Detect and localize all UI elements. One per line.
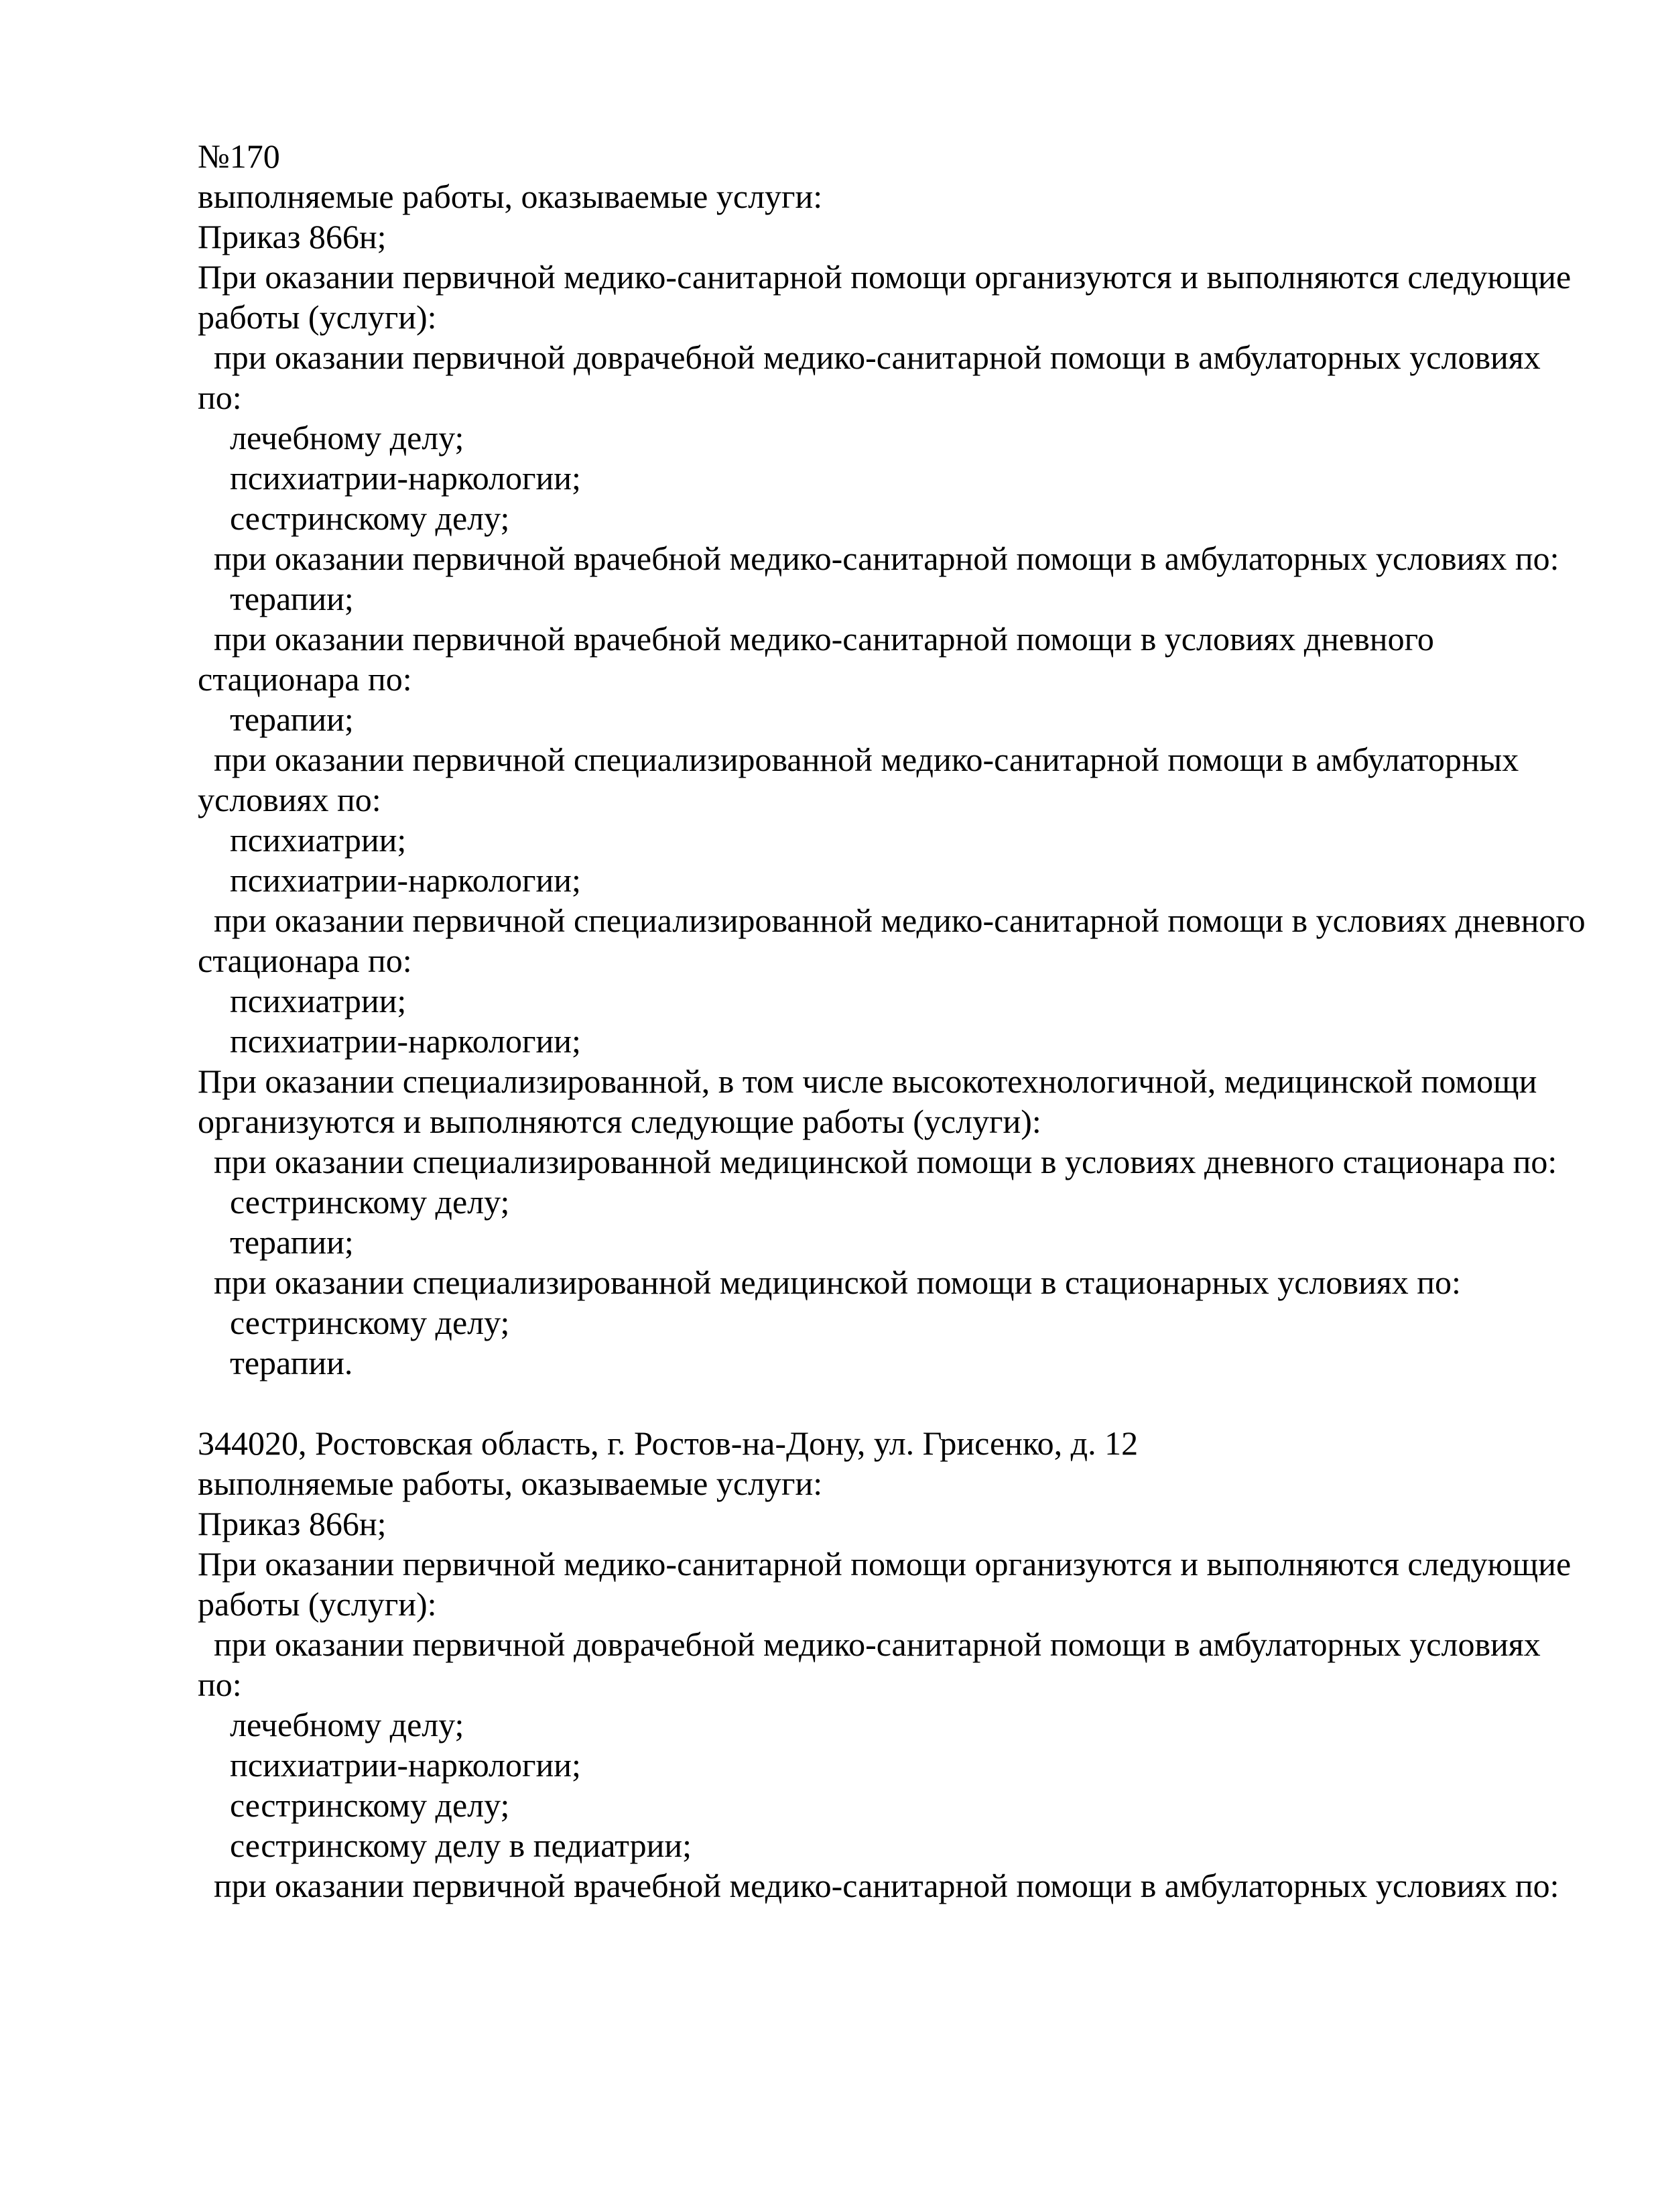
document-line: терапии;	[230, 580, 354, 617]
document-line: лечебному делу;	[230, 1706, 464, 1743]
document-line: работы (услуги):	[198, 298, 437, 336]
document-line: сестринскому делу в педиатрии;	[230, 1827, 692, 1864]
document-line: при оказании первичной врачебной медико-санитарной помощи в условиях дневного	[214, 620, 1434, 658]
document-line: при оказании первичной специализированной медико-санитарной помощи в амбулаторных	[214, 741, 1519, 778]
document-line: стационара по:	[198, 942, 412, 979]
document-line: при оказании специализированной медицинской помощи в условиях дневного стационара по:	[214, 1143, 1557, 1180]
document-line: при оказании специализированной медицинской помощи в стационарных условиях по:	[214, 1264, 1461, 1301]
document-line: терапии;	[230, 700, 354, 738]
document-line: при оказании первичной специализированной медико-санитарной помощи в условиях дневного	[214, 902, 1586, 939]
document-line: При оказании специализированной, в том числе высокотехнологичной, медицинской помощи	[198, 1062, 1537, 1100]
document-line: организуются и выполняются следующие работы (услуги):	[198, 1103, 1041, 1140]
document-line: по:	[198, 379, 242, 416]
document-line: работы (услуги):	[198, 1585, 437, 1623]
document-line: терапии;	[230, 1223, 354, 1261]
document-line: психиатрии;	[230, 982, 407, 1020]
document-line: психиатрии-наркологии;	[230, 861, 581, 899]
document-line: выполняемые работы, оказываемые услуги:	[198, 1465, 823, 1502]
document-line: Приказ 866н;	[198, 1505, 387, 1542]
document-line: лечебному делу;	[230, 419, 464, 456]
document-line: условиях по:	[198, 781, 381, 818]
document-line: терапии.	[230, 1344, 353, 1381]
document-line: №170	[198, 137, 280, 175]
document-line: сестринскому делу;	[230, 1786, 510, 1824]
document-line: Приказ 866н;	[198, 218, 387, 255]
document-text-block	[198, 136, 1588, 1906]
document-line: при оказании первичной доврачебной медико-санитарной помощи в амбулаторных условиях	[214, 1625, 1541, 1663]
document-line: При оказании первичной медико-санитарной помощи организуются и выполняются следующие	[198, 258, 1572, 296]
document-line: При оказании первичной медико-санитарной помощи организуются и выполняются следующие	[198, 1545, 1572, 1583]
document-line: сестринскому делу;	[230, 499, 510, 537]
document-line: при оказании первичной врачебной медико-санитарной помощи в амбулаторных условиях по:	[214, 540, 1559, 577]
document-line: психиатрии;	[230, 821, 407, 859]
document-line: 344020, Ростовская область, г. Ростов-на-Дону, ул. Грисенко, д. 12	[198, 1424, 1139, 1462]
document-line	[198, 1383, 1588, 1423]
document-line: стационара по:	[198, 660, 412, 698]
document-line: при оказании первичной доврачебной медико-санитарной помощи в амбулаторных условиях	[214, 339, 1541, 376]
document-line: психиатрии-наркологии;	[230, 459, 581, 497]
document-line: выполняемые работы, оказываемые услуги:	[198, 178, 823, 215]
document-line: при оказании первичной врачебной медико-санитарной помощи в амбулаторных условиях по:	[214, 1867, 1559, 1904]
document-line: по:	[198, 1666, 242, 1703]
document-line: сестринскому делу;	[230, 1304, 510, 1341]
document-line: психиатрии-наркологии;	[230, 1746, 581, 1784]
document-line: психиатрии-наркологии;	[230, 1022, 581, 1060]
document-line: сестринскому делу;	[230, 1183, 510, 1221]
